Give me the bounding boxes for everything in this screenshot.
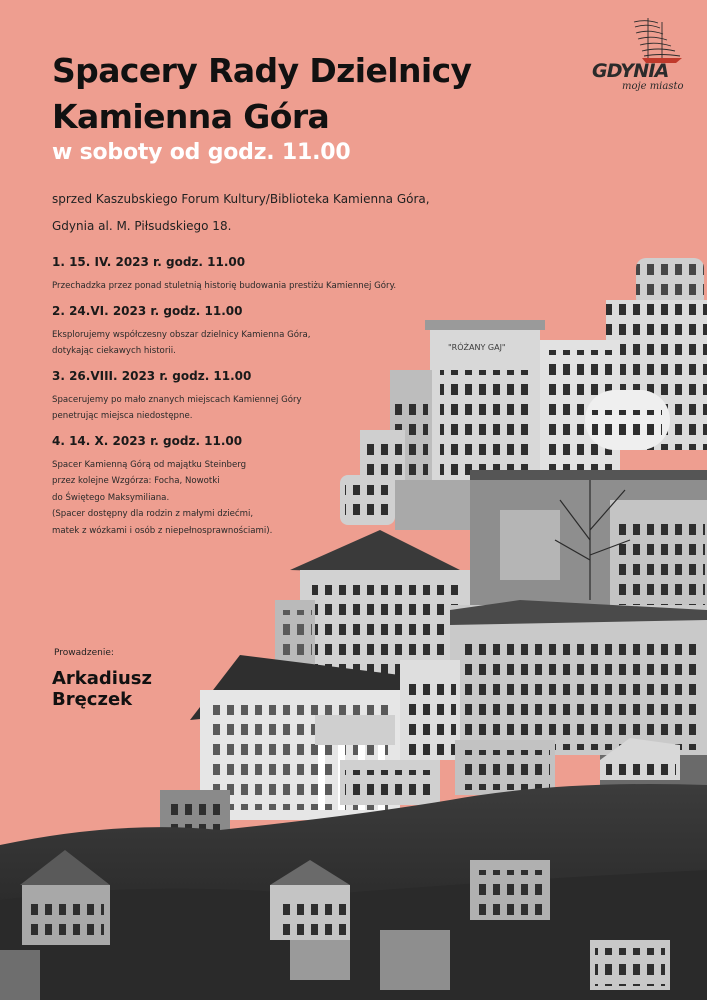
- event-description-line: (Spacer dostępny dla rodzin z małymi dziećmi,: [52, 509, 254, 519]
- event-description-line: Spacerujemy po mało znanych miejscach Kamiennej Góry: [52, 394, 302, 405]
- title-line-1: Spacery Rady Dzielnicy: [52, 51, 472, 90]
- event-description-line: Przechadzka przez ponad stuletnią historię budowania prestiżu Kamiennej Góry.: [52, 281, 397, 291]
- logo-wordmark: GDYNIA: [592, 60, 669, 82]
- gdynia-logo: [588, 18, 688, 98]
- leader-label: Prowadzenie:: [54, 648, 114, 658]
- kamienna-gora-photo: [0, 250, 707, 1000]
- sailing-ship-icon: [630, 18, 684, 64]
- event-description-line: penetrując miejsca niedostępne.: [52, 411, 193, 421]
- title-line-2: Kamienna Góra: [52, 97, 330, 136]
- event-date: 4. 14. X. 2023 r. godz. 11.00: [52, 433, 243, 448]
- poster-title: [52, 48, 471, 140]
- meeting-location: [52, 186, 430, 240]
- location-line-2: Gdynia al. M. Piłsudskiego 18.: [52, 219, 232, 233]
- event-description-line: dotykając ciekawych historii.: [52, 346, 176, 356]
- event-description-line: Spacer Kamienną Górą od majątku Steinberg: [52, 459, 247, 470]
- event-date: 2. 24.VI. 2023 r. godz. 11.00: [52, 303, 243, 318]
- event-description-line: przez kolejne Wzgórza: Focha, Nowotki: [52, 476, 220, 486]
- event-description-line: Eksplorujemy współczesny obszar dzielnicy Kamienna Góra,: [52, 329, 311, 340]
- poster-subtitle: w soboty od godz. 11.00: [52, 140, 351, 165]
- logo-tagline: moje miasto: [622, 81, 684, 92]
- event-description-line: do Świętego Maksymiliana.: [52, 492, 170, 503]
- location-line-1: sprzed Kaszubskiego Forum Kultury/Biblioteka Kamienna Góra,: [52, 192, 430, 206]
- event-date: 3. 26.VIII. 2023 r. godz. 11.00: [52, 368, 252, 383]
- building-sign-text: "RÓŻANY GAJ": [448, 343, 506, 352]
- event-date: 1. 15. IV. 2023 r. godz. 11.00: [52, 255, 246, 269]
- leader-name-line-2: Bręczek: [52, 689, 133, 710]
- event-description-line: matek z wózkami i osób z niepełnosprawnościami).: [52, 525, 273, 536]
- leader-name-line-1: Arkadiusz: [52, 668, 152, 689]
